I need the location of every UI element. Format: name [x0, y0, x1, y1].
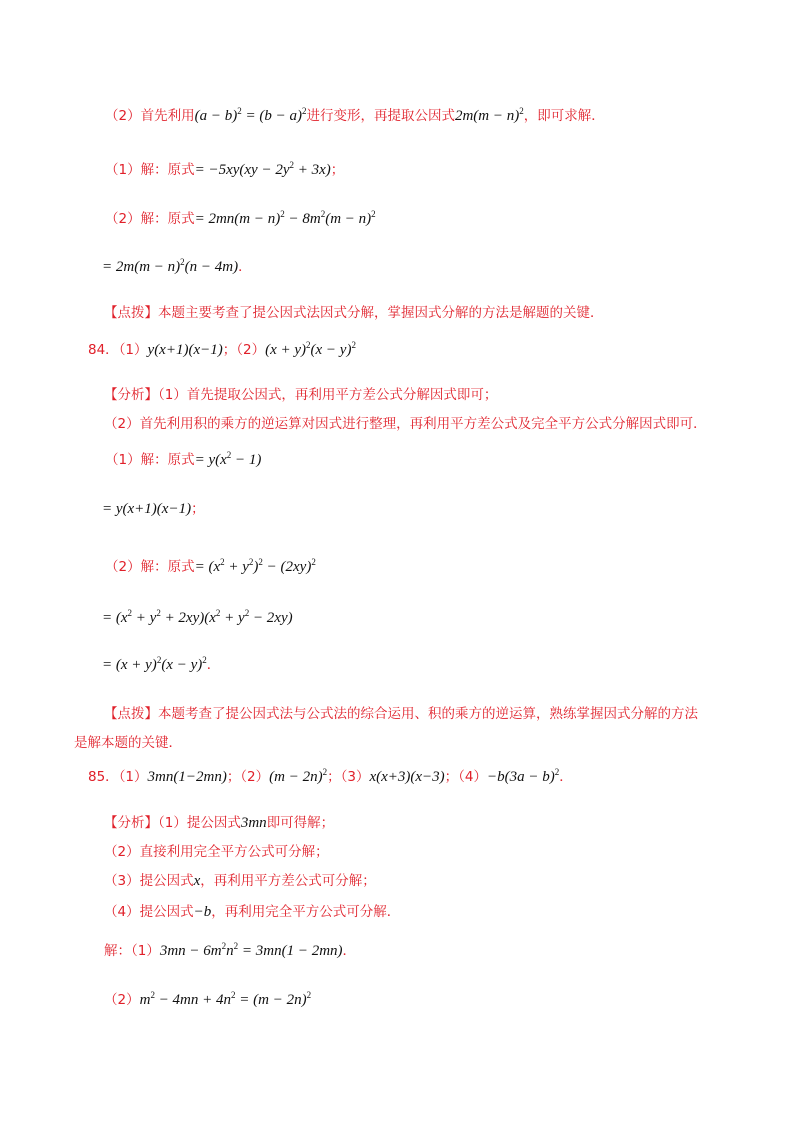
solution-line-83-2-result [102, 257, 252, 277]
solution-label: （1）解：原式 [105, 162, 195, 178]
formula: $(m - 2n)^2$ [269, 767, 328, 785]
solution-label: （2） [104, 992, 140, 1008]
formula: −b [193, 904, 212, 920]
solution-label: （2）解：原式 [105, 211, 195, 227]
solution-line-85-2 [104, 990, 311, 1010]
solution-label: 解：（1） [104, 943, 160, 959]
analysis-text: （1）首先提取公因式，再利用平方差公式分解因式即可； [158, 387, 498, 403]
punct: ； [330, 162, 345, 178]
answer-line-85 [88, 767, 573, 787]
analysis-line-84-2 [104, 414, 707, 434]
tip-text: 本题主要考查了提公因式法因式分解，掌握因式分解的方法是解题的关键． [158, 305, 604, 321]
analysis-line-85-1 [104, 813, 334, 833]
solution-label: （2）解：原式 [105, 559, 195, 575]
punct: ． [206, 657, 221, 673]
answer-label: ；（4） [444, 769, 487, 785]
analysis-text: ，再利用完全平方公式可分解． [211, 904, 401, 920]
formula: = $2m(m - n)^2(n - 4m)$ [102, 257, 239, 275]
solution-line-84-2 [105, 557, 316, 577]
solution-line-84-1 [105, 450, 261, 470]
solution-line-83-2 [105, 209, 376, 229]
formula: = $-5xy(xy - 2y^2 + 3x)$ [194, 160, 331, 178]
answer-label: ；（2） [222, 342, 266, 358]
punct: ． [238, 259, 252, 275]
formula: = $(x^2 + y^2)^2 - (2xy)^2$ [194, 557, 316, 575]
hint-text: （2）首先利用 [105, 108, 195, 124]
tip-bracket: 【点拨】 [104, 305, 158, 321]
answer-label: （1） [118, 342, 148, 358]
formula: = $(x + y)^2(x - y)^2$ [102, 655, 207, 673]
answer-line-84 [88, 340, 356, 360]
analysis-text: （1）提公因式 [158, 815, 241, 831]
solution-line-84-2-step [102, 608, 293, 628]
analysis-text: （3）提公因式 [104, 873, 194, 889]
analysis-line-84-1 [104, 385, 497, 405]
tip-line-83 [104, 303, 604, 323]
tip-bracket: 【点拨】 [104, 706, 158, 722]
analysis-text: （2）直接利用完全平方公式可分解； [104, 844, 329, 860]
formula: x [193, 873, 201, 889]
analysis-line-85-4 [104, 902, 400, 922]
formula: $m^2 - 4mn + 4n^2 = (m - 2n)^2$ [139, 990, 312, 1008]
formula: = $y(x^2 - 1)$ [194, 450, 262, 468]
tip-line-84-cont [74, 733, 182, 753]
analysis-text: （2）首先利用积的乘方的逆运算对因式进行整理，再利用平方差公式及完全平方公式分解因式即可． [104, 416, 707, 432]
question-number: 84． [88, 342, 119, 358]
solution-line-85-1 [104, 941, 356, 961]
punct: ． [342, 943, 357, 959]
solution-line-84-2-result [102, 655, 220, 675]
formula: x(x+3)(x−3) [369, 769, 445, 785]
analysis-text: ，再利用平方差公式可分解； [200, 873, 376, 889]
tip-text: 本题考查了提公因式法与公式法的综合运用、积的乘方的逆运算，熟练掌握因式分解的方法 [158, 706, 698, 722]
hint-text: 进行变形，再提取公因式 [306, 108, 455, 124]
formula: $(a - b)^2 = (b - a)^2$ [194, 106, 307, 124]
formula: = $(x^2 + y^2 + 2xy)(x^2 + y^2 - 2xy)$ [102, 608, 293, 626]
answer-label: （1） [118, 769, 148, 785]
analysis-text: 即可得解； [266, 815, 335, 831]
formula: 3mn(1−2mn) [147, 769, 227, 785]
formula: $-b(3a - b)^2$ [487, 767, 560, 785]
formula: = $2mn(m - n)^2 - 8m^2(m - n)^2$ [194, 209, 376, 227]
solution-line-83-1 [105, 160, 344, 180]
formula: y(x+1)(x−1) [147, 342, 223, 358]
analysis-text: （4）提公因式 [104, 904, 194, 920]
formula: $(x + y)^2(x - y)^2$ [265, 340, 356, 358]
tip-text: 是解本题的关键． [74, 735, 182, 751]
answer-label: ；（2） [226, 769, 270, 785]
punct: ． [559, 769, 573, 785]
solution-label: （1）解：原式 [105, 452, 195, 468]
analysis-bracket: 【分析】 [104, 815, 158, 831]
tip-line-84 [104, 704, 698, 724]
formula: = y(x+1)(x−1) [102, 501, 192, 517]
analysis-line-85-2 [104, 842, 329, 862]
formula: $3mn - 6m^2n^2 = 3mn(1 - 2mn)$ [159, 941, 343, 959]
formula: $2m(m - n)^2$ [454, 106, 524, 124]
solution-line-83-2-hint [105, 106, 605, 126]
analysis-bracket: 【分析】 [104, 387, 158, 403]
analysis-line-85-3 [104, 871, 376, 891]
question-number: 85． [88, 769, 119, 785]
answer-label: ；（3） [327, 769, 370, 785]
solution-line-84-1-result [102, 499, 205, 519]
punct: ； [191, 501, 205, 517]
formula: 3mn [240, 815, 267, 831]
hint-text: ，即可求解． [523, 108, 605, 124]
